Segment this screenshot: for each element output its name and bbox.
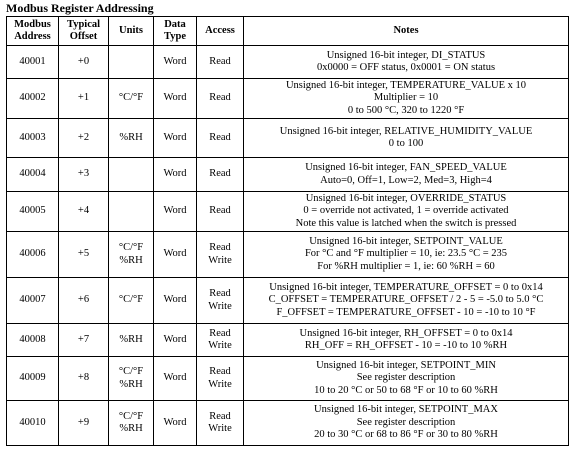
access-line: Read xyxy=(209,366,231,377)
access-line: Read xyxy=(209,242,231,253)
access-line: Read xyxy=(209,55,231,67)
table-row xyxy=(7,278,569,324)
cell-address: 40004 xyxy=(7,158,59,192)
table-row xyxy=(7,324,569,357)
cell-access xyxy=(197,401,244,446)
access-line: Read xyxy=(209,288,231,299)
cell-type: Word xyxy=(154,46,197,79)
header-address-line: Address xyxy=(14,31,51,42)
cell-address: 40010 xyxy=(7,401,59,446)
cell-access xyxy=(197,46,244,79)
cell-offset: +6 xyxy=(59,278,109,324)
table-row xyxy=(7,192,569,232)
register-table xyxy=(6,16,569,446)
cell-type: Word xyxy=(154,401,197,446)
units-line: %RH xyxy=(119,423,143,434)
cell-offset: +0 xyxy=(59,46,109,79)
cell-address: 40008 xyxy=(7,324,59,357)
access-line: Read xyxy=(209,327,231,339)
access-line: Write xyxy=(208,254,232,266)
cell-type: Word xyxy=(154,278,197,324)
notes-line: 10 to 20 °C or 50 to 68 °F or 10 to 60 %RH xyxy=(314,384,498,396)
notes-line: Auto=0, Off=1, Low=2, Med=3, High=4 xyxy=(320,174,492,186)
table-row xyxy=(7,119,569,158)
notes-line: Unsigned 16-bit integer, TEMPERATURE_OFFSET = 0 to 0x14 xyxy=(269,281,543,293)
cell-units xyxy=(109,46,154,79)
notes-line: Unsigned 16-bit integer, OVERRIDE_STATUS xyxy=(305,192,507,204)
cell-address: 40006 xyxy=(7,232,59,278)
notes-line: 20 to 30 °C or 68 to 86 °F or 30 to 80 %RH xyxy=(314,429,498,441)
notes-line: Unsigned 16-bit integer, SETPOINT_MAX xyxy=(314,404,498,416)
notes-line: 0x0000 = OFF status, 0x0001 = ON status xyxy=(316,62,496,73)
notes-line: RH_OFF = RH_OFFSET - 10 = -10 to 10 %RH xyxy=(304,340,508,351)
notes-line: Unsigned 16-bit integer, TEMPERATURE_VALUE x 10 xyxy=(285,79,527,91)
access-line: Read xyxy=(209,131,231,143)
cell-type: Word xyxy=(154,158,197,192)
cell-notes xyxy=(244,278,569,324)
access-line: Read xyxy=(209,168,231,180)
header-units xyxy=(109,17,154,46)
cell-address: 40005 xyxy=(7,192,59,232)
units-line: °C/°F xyxy=(118,242,144,253)
table-row xyxy=(7,79,569,119)
cell-offset: +8 xyxy=(59,357,109,401)
notes-line: Unsigned 16-bit integer, SETPOINT_MIN xyxy=(316,359,496,371)
cell-offset: +5 xyxy=(59,232,109,278)
units-line: %RH xyxy=(119,378,143,390)
cell-units xyxy=(109,278,154,324)
cell-notes xyxy=(244,158,569,192)
header-type xyxy=(154,17,197,46)
table-row xyxy=(7,232,569,278)
cell-access xyxy=(197,79,244,119)
notes-line: 0 = override not activated, 1 = override activated xyxy=(303,205,509,217)
units-line: °C/°F xyxy=(118,366,144,377)
cell-notes xyxy=(244,46,569,79)
units-line: %RH xyxy=(119,254,143,266)
cell-address: 40001 xyxy=(7,46,59,79)
access-line: Read xyxy=(209,410,231,422)
units-line: %RH xyxy=(119,333,143,345)
access-line: Read xyxy=(209,92,231,104)
cell-notes xyxy=(244,79,569,119)
cell-access xyxy=(197,158,244,192)
cell-type: Word xyxy=(154,324,197,357)
notes-line: F_OFFSET = TEMPERATURE_OFFSET - 10 = -10 to 10 °F xyxy=(276,306,536,318)
header-units-line: Units xyxy=(119,24,143,36)
cell-access xyxy=(197,357,244,401)
notes-line: Unsigned 16-bit integer, SETPOINT_VALUE xyxy=(309,235,503,247)
cell-access xyxy=(197,324,244,357)
cell-notes xyxy=(244,192,569,232)
units-line: °C/°F xyxy=(118,410,144,422)
cell-notes xyxy=(244,232,569,278)
header-offset xyxy=(59,17,109,46)
cell-units xyxy=(109,232,154,278)
notes-line: For °C and °F multiplier = 10, ie: 23.5 °C = 235 xyxy=(304,248,508,260)
page-title: Modbus Register Addressing xyxy=(6,1,154,15)
cell-address: 40007 xyxy=(7,278,59,324)
notes-line: 0 to 100 xyxy=(388,138,424,149)
notes-line: Unsigned 16-bit integer, DI_STATUS xyxy=(326,49,486,61)
cell-access xyxy=(197,119,244,158)
cell-offset: +1 xyxy=(59,79,109,119)
units-line: °C/°F xyxy=(118,92,144,104)
access-line: Write xyxy=(208,423,232,434)
notes-line: Unsigned 16-bit integer, RH_OFFSET = 0 to 0x14 xyxy=(299,327,513,339)
header-type-line: Data xyxy=(164,18,186,30)
notes-line: See register description xyxy=(356,372,456,384)
header-type-line: Type xyxy=(164,31,186,42)
notes-line: Unsigned 16-bit integer, FAN_SPEED_VALUE xyxy=(305,162,507,173)
cell-address: 40002 xyxy=(7,79,59,119)
header-access-line: Access xyxy=(205,24,235,36)
cell-offset: +2 xyxy=(59,119,109,158)
cell-units xyxy=(109,158,154,192)
cell-address: 40003 xyxy=(7,119,59,158)
units-line: %RH xyxy=(119,131,143,143)
header-notes-line: Notes xyxy=(393,24,419,36)
cell-offset: +3 xyxy=(59,158,109,192)
cell-units xyxy=(109,79,154,119)
table-row xyxy=(7,357,569,401)
cell-type: Word xyxy=(154,119,197,158)
access-line: Write xyxy=(208,340,232,351)
cell-offset: +9 xyxy=(59,401,109,446)
cell-units xyxy=(109,401,154,446)
cell-access xyxy=(197,278,244,324)
cell-units xyxy=(109,324,154,357)
cell-notes xyxy=(244,357,569,401)
cell-units xyxy=(109,357,154,401)
header-row xyxy=(7,17,569,46)
table-row xyxy=(7,46,569,79)
table-row xyxy=(7,401,569,446)
cell-type: Word xyxy=(154,79,197,119)
units-line: °C/°F xyxy=(118,294,144,306)
access-line: Read xyxy=(209,205,231,217)
cell-access xyxy=(197,232,244,278)
notes-line: Note this value is latched when the switch is pressed xyxy=(295,217,517,229)
cell-notes xyxy=(244,324,569,357)
notes-line: C_OFFSET = TEMPERATURE_OFFSET / 2 - 5 = -5.0 to 5.0 °C xyxy=(268,294,544,306)
notes-line: Unsigned 16-bit integer, RELATIVE_HUMIDITY_VALUE xyxy=(279,125,533,137)
header-address-line: Modbus xyxy=(14,18,51,30)
header-notes xyxy=(244,17,569,46)
header-offset-line: Offset xyxy=(69,31,98,42)
cell-units xyxy=(109,192,154,232)
table-row xyxy=(7,158,569,192)
notes-line: For %RH multiplier = 1, ie: 60 %RH = 60 xyxy=(317,260,495,272)
cell-type: Word xyxy=(154,192,197,232)
cell-type: Word xyxy=(154,232,197,278)
header-offset-line: Typical xyxy=(66,18,101,30)
notes-line: 0 to 500 °C, 320 to 1220 °F xyxy=(347,104,465,116)
access-line: Write xyxy=(208,378,232,390)
cell-units xyxy=(109,119,154,158)
cell-address: 40009 xyxy=(7,357,59,401)
cell-access xyxy=(197,192,244,232)
cell-notes xyxy=(244,401,569,446)
cell-type: Word xyxy=(154,357,197,401)
notes-line: Multiplier = 10 xyxy=(373,92,439,104)
access-line: Write xyxy=(208,300,232,312)
header-access xyxy=(197,17,244,46)
notes-line: See register description xyxy=(356,416,456,428)
cell-notes xyxy=(244,119,569,158)
cell-offset: +7 xyxy=(59,324,109,357)
header-address xyxy=(7,17,59,46)
cell-offset: +4 xyxy=(59,192,109,232)
